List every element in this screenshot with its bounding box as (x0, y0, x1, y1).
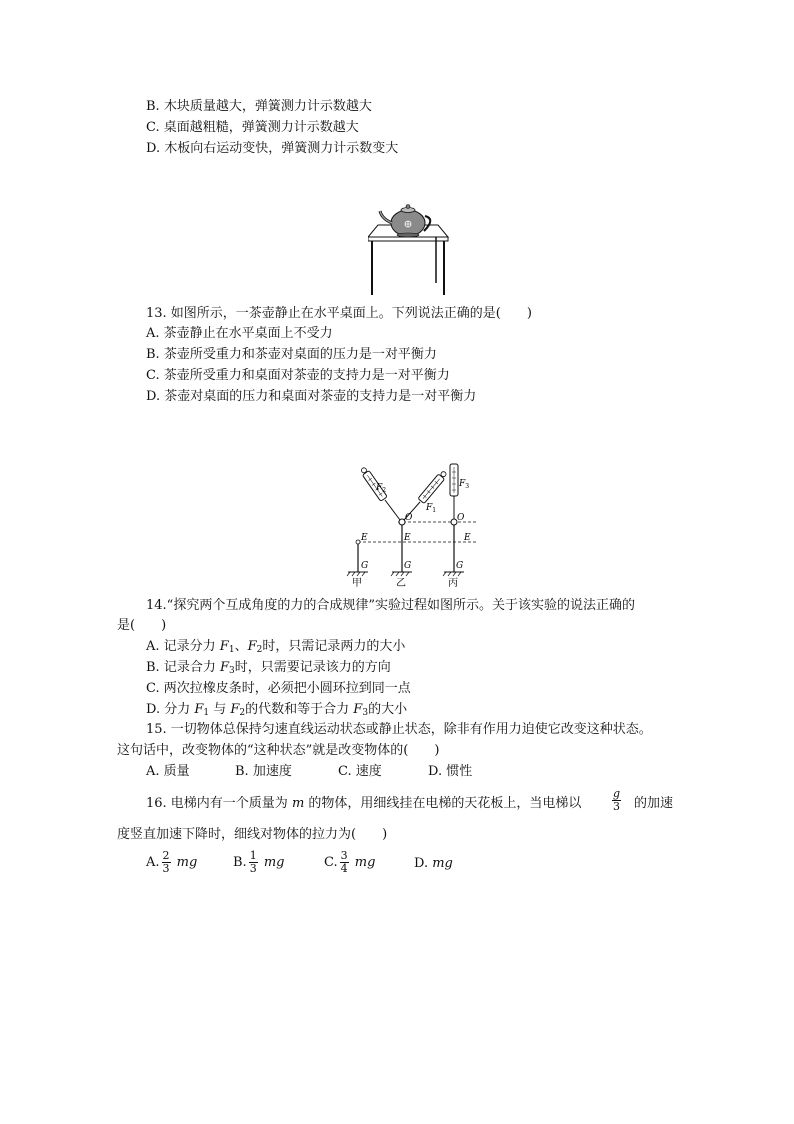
label-e-jia: E (361, 533, 368, 543)
q13-option-c: C. 茶壶所受重力和桌面对茶壶的支持力是一对平衡力 (146, 368, 450, 383)
q16-option-d: D. mg (414, 856, 453, 871)
q14-option-c: C. 两次拉橡皮条时，必须把小圆环拉到同一点 (146, 681, 411, 696)
force-experiment-figure (340, 462, 480, 590)
label-bing: 丙 (448, 578, 458, 589)
teapot-table-figure (368, 203, 452, 297)
q15-option-d: D. 惯性 (428, 764, 473, 779)
q16-option-a: A. $\frac{2}{3}$ mg (146, 849, 198, 875)
q15-stem-line1: 15. 一切物体总保持匀速直线运动状态或静止状态，除非有作用力迫使它改变这种状态。 (146, 722, 652, 737)
label-e-yi: E (404, 533, 411, 543)
q16-fraction-g-over-3: $\frac{g}{3}$ (613, 787, 621, 813)
q14-option-d: D. 分力 $F_1$ 与 $F_2$的代数和等于合力 $F_3$的大小 (146, 702, 408, 718)
label-g-yi: G (404, 561, 412, 571)
label-f1: $F_1$ (426, 503, 437, 514)
q16-stem-line2: 度竖直加速下降时，细线对物体的拉力为( ) (117, 827, 388, 842)
q15-option-a: A. 质量 (146, 764, 190, 779)
label-g-bing: G (456, 561, 464, 571)
q16-option-c: C. $\frac{3}{4}$ mg (324, 849, 376, 875)
q16-stem-line1-end: 的加速 (634, 796, 674, 811)
label-f2: $F_2$ (376, 483, 387, 494)
label-g-jia: G (361, 561, 369, 571)
q13-stem: 13. 如图所示，一茶壶静止在水平桌面上。下列说法正确的是( ) (146, 306, 532, 321)
q14-option-b: B. 记录合力 $F_3$时，只需要记录该力的方向 (146, 660, 391, 676)
label-jia: 甲 (352, 578, 362, 589)
q14-option-a: A. 记录分力 $F_1$、$F_2$时，只需记录两力的大小 (146, 639, 406, 655)
q12-option-c: C. 桌面越粗糙，弹簧测力计示数越大 (146, 120, 359, 135)
label-yi: 乙 (396, 578, 406, 589)
q13-option-a: A. 茶壶静止在水平桌面上不受力 (146, 326, 333, 341)
label-f3: $F_3$ (459, 479, 470, 490)
label-o-yi: O (405, 513, 413, 523)
q15-option-c: C. 速度 (338, 764, 382, 779)
q15-option-b: B. 加速度 (235, 764, 292, 779)
q14-stem-line2: 是( ) (117, 618, 167, 633)
q12-option-b: B. 木块质量越大，弹簧测力计示数越大 (146, 99, 372, 114)
q13-option-d: D. 茶壶对桌面的压力和桌面对茶壶的支持力是一对平衡力 (146, 389, 477, 404)
q16-option-b: B. $\frac{1}{3}$ mg (233, 849, 285, 875)
q13-option-b: B. 茶壶所受重力和茶壶对桌面的压力是一对平衡力 (146, 347, 437, 362)
q12-option-d: D. 木板向右运动变快，弹簧测力计示数变大 (146, 141, 399, 156)
q14-stem-line1: 14.“探究两个互成角度的力的合成规律”实验过程如图所示。关于该实验的说法正确的 (146, 598, 635, 613)
label-e-bing: E (464, 533, 471, 543)
q15-stem-line2: 这句话中，改变物体的“这种状态”就是改变物体的( ) (117, 743, 440, 758)
label-o-bing: O (457, 513, 465, 523)
q16-stem-line1: 16. 电梯内有一个质量为 m 的物体，用细线挂在电梯的天花板上，当电梯以 (146, 796, 582, 811)
